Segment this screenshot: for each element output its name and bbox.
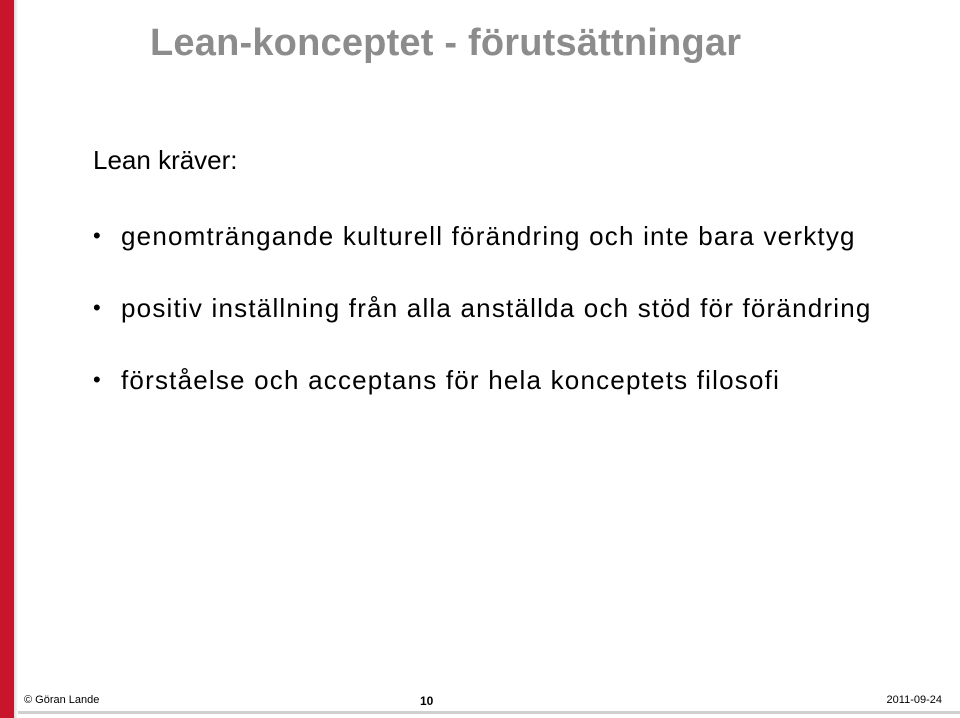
intro-text: Lean kräver:: [93, 145, 238, 175]
accent-bar: [0, 0, 14, 718]
bullet-list: [93, 220, 872, 436]
bullet-text: positiv inställning från alla anställda och stöd för förändring: [121, 293, 872, 323]
bullet-item: [93, 292, 872, 364]
footer-divider: [18, 711, 960, 714]
footer-copyright: © Göran Lande: [24, 694, 100, 706]
bullet-text: genomträngande kulturell förändring och inte bara verktyg: [121, 221, 856, 251]
bullet-item: [93, 364, 872, 436]
bullet-text: förståelse och acceptans för hela konceptets filosofi: [121, 365, 781, 395]
slide-title: Lean-konceptet - förutsättningar: [150, 22, 742, 64]
bullet-marker: •: [93, 295, 101, 320]
footer-date: 2011-09-24: [886, 694, 942, 706]
bullet-marker: •: [93, 223, 101, 248]
page-number: 10: [420, 694, 434, 708]
accent-bar-shadow: [14, 0, 18, 718]
bullet-item: [93, 220, 872, 292]
bullet-marker: •: [93, 367, 101, 392]
